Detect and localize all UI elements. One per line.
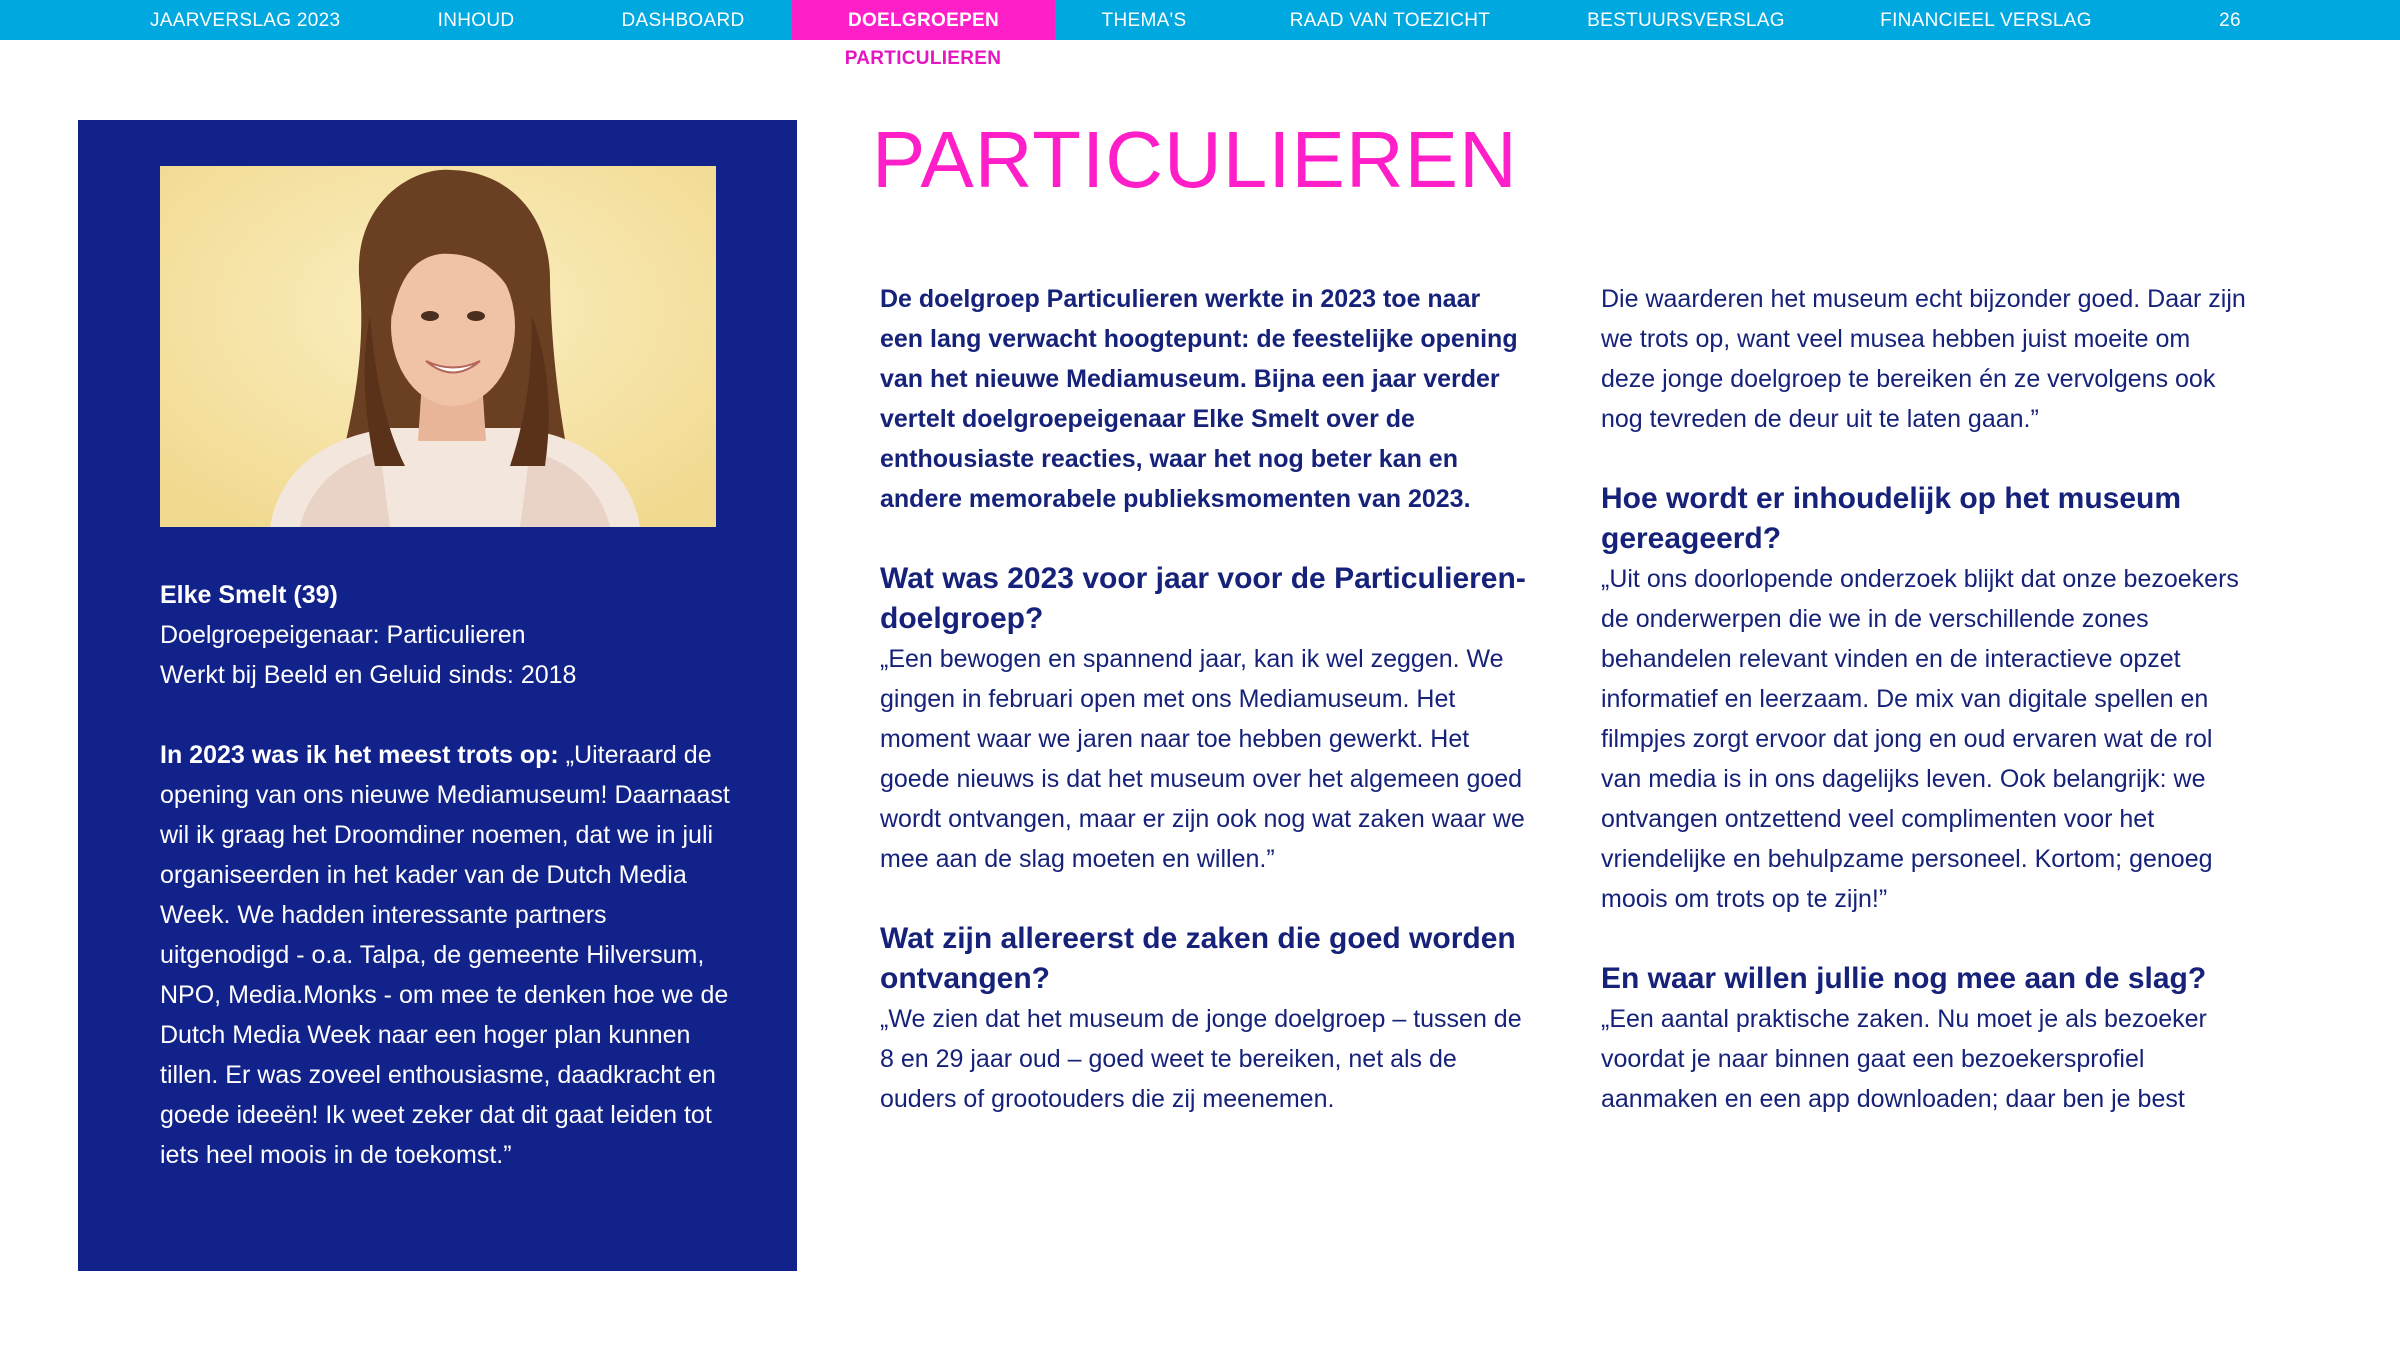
nav-jaarverslag-2023[interactable]: JAARVERSLAG 2023: [150, 10, 341, 31]
answer-text-continued: Die waarderen het museum echt bijzonder goed. Daar zijn we trots op, want veel musea hebben juist moeite om deze jonge doelgroep te bereiken én ze vervolgens ook nog tevreden de deur uit te laten gaan.”: [1601, 285, 2246, 433]
portrait-illustration: [160, 166, 716, 527]
nav-dashboard[interactable]: DASHBOARD: [621, 10, 745, 31]
article-column-right: [1601, 279, 2251, 1119]
nav-bestuursverslag[interactable]: BESTUURSVERSLAG: [1587, 10, 1785, 31]
profile-proud-statement: [160, 735, 730, 1175]
article-intro: De doelgroep Particulieren werkte in 2023 toe naar een lang verwacht hoogtepunt: de feestelijke opening van het nieuwe Mediamuseum. Bijna een jaar verder vertelt doelgroepeigenaar Elke Smelt over de enthousiaste reacties, waar het nog beter kan en andere memorabele publieksmomenten van 2023.: [880, 285, 1518, 513]
question-heading: Hoe wordt er inhoudelijk op het museum gereageerd?: [1601, 482, 2182, 555]
answer-text: „Een aantal praktische zaken. Nu moet je als bezoeker voordat je naar binnen gaat een bezoekersprofiel aanmaken en een app downloaden; daar ben je best: [1601, 1005, 2207, 1113]
portrait-photo: [160, 166, 716, 527]
profile-panel: [78, 120, 797, 1271]
answer-text: „We zien dat het museum de jonge doelgroep – tussen de 8 en 29 jaar oud – goed weet te bereiken, net als de ouders of grootouders die zij meenemen.: [880, 1005, 1522, 1113]
profile-proud-text: „Uiteraard de opening van ons nieuwe Mediamuseum! Daarnaast wil ik graag het Droomdiner noemen, dat we in juli organiseerden in het kader van de Dutch Media Week. We hadden interessante partners uitgenodigd - o.a. Talpa, de gemeente Hilversum, NPO, Media.Monks - om mee te denken hoe we de Dutch Media Week naar een hoger plan kunnen tillen. Er was zoveel enthousiasme, daadkracht en goede ideeën! Ik weet zeker dat dit gaat leiden tot iets heel moois in de toekomst.”: [160, 741, 730, 1169]
profile-name: Elke Smelt (39): [160, 581, 338, 609]
profile-role: Doelgroepeigenaar: Particulieren: [160, 621, 526, 649]
answer-text: „Uit ons doorlopende onderzoek blijkt dat onze bezoekers de onderwerpen die we in de verschillende zones behandelen relevant vinden en de interactieve opzet informatief en leerzaam. De mix van digitale spellen en filmpjes zorgt ervoor dat jong en oud ervaren wat de rol van media is in ons dagelijks leven. Ook belangrijk: we ontvangen ontzettend veel complimenten voor het vriendelijke en behulpzame personeel. Kortom; genoeg moois om trots op te zijn!”: [1601, 565, 2239, 913]
page-number: 26: [2219, 10, 2241, 31]
answer-text: „Een bewogen en spannend jaar, kan ik wel zeggen. We gingen in februari open met ons Mediamuseum. Het moment waar we jaren naar toe hebben gewerkt. Het goede nieuws is dat het museum over het algemeen goed wordt ontvangen, maar er zijn ook nog wat zaken waar we mee aan de slag moeten en willen.”: [880, 645, 1525, 873]
page-title: PARTICULIEREN: [872, 115, 1518, 204]
nav-themas[interactable]: THEMA'S: [1101, 10, 1187, 31]
top-navigation-bar: [0, 0, 2400, 40]
profile-since: Werkt bij Beeld en Geluid sinds: 2018: [160, 661, 577, 689]
subnav-particulieren[interactable]: PARTICULIEREN: [844, 48, 1002, 69]
nav-financieel-verslag[interactable]: FINANCIEEL VERSLAG: [1880, 10, 2092, 31]
question-heading: Wat zijn allereerst de zaken die goed worden ontvangen?: [880, 922, 1516, 995]
profile-proud-label: In 2023 was ik het meest trots op:: [160, 741, 559, 769]
nav-inhoud[interactable]: INHOUD: [437, 10, 515, 31]
question-heading: Wat was 2023 voor jaar voor de Particulieren-doelgroep?: [880, 562, 1526, 635]
article-column-left: [880, 279, 1530, 1119]
profile-info: [160, 575, 730, 1175]
question-heading: En waar willen jullie nog mee aan de slag?: [1601, 962, 2207, 995]
nav-raad-van-toezicht[interactable]: RAAD VAN TOEZICHT: [1289, 10, 1491, 31]
nav-doelgroepen[interactable]: DOELGROEPEN: [792, 0, 1055, 40]
